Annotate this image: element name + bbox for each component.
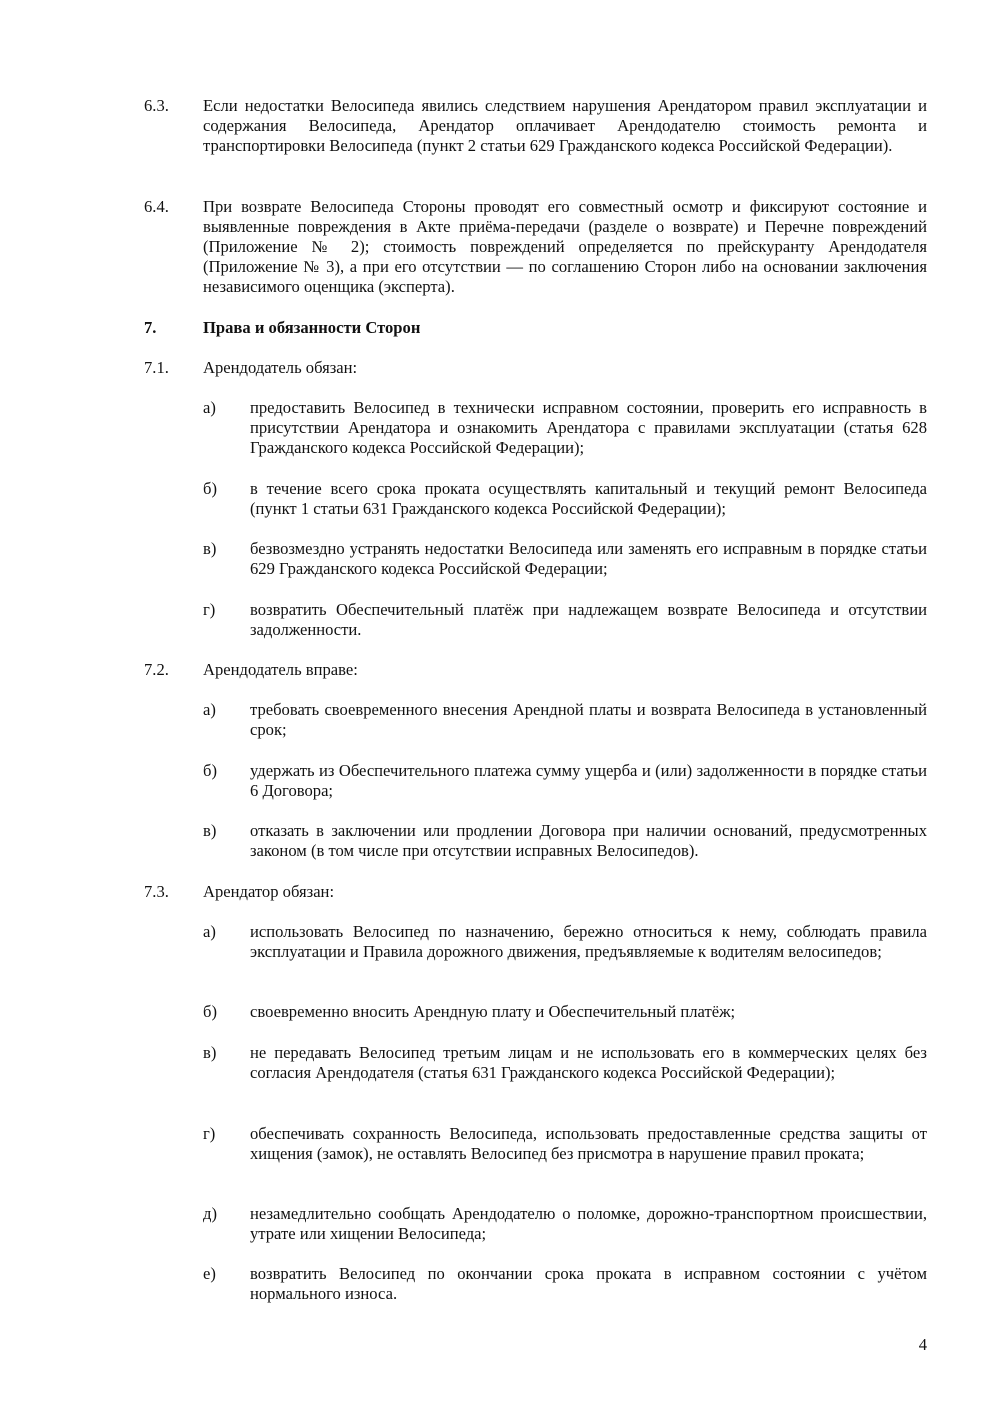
list-item (203, 539, 927, 579)
list-item-letter: г) (203, 1124, 216, 1143)
clause-text: При возврате Велосипеда Стороны проводят его совместный осмотр и фиксируют состояние и выявленные повреждения в Акте приёма-передачи (разделе о возврате) и Перечне повреждений (Приложение № 2); стоимость повреждений определяется по прейскуранту Арендодателя (Приложение № 3), а при его отсутствии — по соглашению Сторон либо на основании заключения независимого оценщика (эксперта). (203, 197, 927, 296)
clause-7-1 (144, 358, 927, 378)
list-item-letter: г) (203, 600, 216, 619)
list-item-text: отказать в заключении или продлении Договора при наличии оснований, предусмотренных законом (в том числе при отсутствии исправных Велосипедов). (250, 821, 927, 860)
section-number: 7. (144, 318, 157, 337)
list-item-letter: а) (203, 700, 216, 719)
list-item (203, 1124, 927, 1164)
list-item-letter: б) (203, 761, 217, 780)
clause-text: Арендодатель обязан: (203, 358, 358, 377)
list-item (203, 1204, 927, 1244)
clause-text: Если недостатки Велосипеда явились следствием нарушения Арендатором правил эксплуатации и содержания Велосипеда, Арендатор оплачивает Арендодателю стоимость ремонта и транспортировки Велосипеда (пункт 2 статьи 629 Гражданского кодекса Российской Федерации). (203, 96, 927, 155)
list-item-text: предоставить Велосипед в технически исправном состоянии, проверить его исправность в присутствии Арендатора и ознакомить Арендатора с правилами эксплуатации (статья 628 Гражданского кодекса Российской Федерации); (250, 398, 927, 457)
list-item-text: безвозмездно устранять недостатки Велосипеда или заменять его исправным в порядке статьи 629 Гражданского кодекса Российской Федерации; (250, 539, 927, 578)
list-item-text: возвратить Обеспечительный платёж при надлежащем возврате Велосипеда и отсутствии задолженности. (250, 600, 927, 639)
list-item-letter: а) (203, 398, 216, 417)
list-item (203, 1043, 927, 1083)
list-item-letter: в) (203, 1043, 217, 1062)
clause-number: 6.4. (144, 197, 169, 216)
list-item-text: удержать из Обеспечительного платежа сумму ущерба и (или) задолженности в порядке статьи 6 Договора; (250, 761, 927, 800)
list-item-letter: а) (203, 922, 216, 941)
list-item (203, 398, 927, 458)
list-item-text: своевременно вносить Арендную плату и Обеспечительный платёж; (250, 1002, 736, 1021)
clause-7-2 (144, 660, 927, 680)
list-item-letter: е) (203, 1264, 216, 1283)
list-item-letter: б) (203, 1002, 217, 1021)
clause-6-4 (144, 197, 927, 297)
list-item-text: возвратить Велосипед по окончании срока проката в исправном состоянии с учётом нормального износа. (250, 1264, 927, 1303)
list-item (203, 700, 927, 740)
clause-number: 6.3. (144, 96, 169, 115)
list-item-text: использовать Велосипед по назначению, бережно относиться к нему, соблюдать правила эксплуатации и Правила дорожного движения, предъявляемые к водителям велосипедов; (250, 922, 927, 961)
list-item-text: незамедлительно сообщать Арендодателю о поломке, дорожно-транспортном происшествии, утрате или хищении Велосипеда; (250, 1204, 927, 1243)
list-item-letter: в) (203, 821, 217, 840)
list-item (203, 600, 927, 640)
clause-number: 7.3. (144, 882, 169, 901)
list-item (203, 479, 927, 519)
list-item (203, 922, 927, 962)
list-item-letter: в) (203, 539, 217, 558)
section-title: Права и обязанности Сторон (203, 318, 421, 337)
list-item-letter: д) (203, 1204, 217, 1223)
clause-text: Арендатор обязан: (203, 882, 335, 901)
list-item-text: в течение всего срока проката осуществлять капитальный и текущий ремонт Велосипеда (пункт 1 статьи 631 Гражданского кодекса Российской Федерации); (250, 479, 927, 518)
page-number: 4 (918, 1335, 927, 1354)
clause-number: 7.2. (144, 660, 169, 679)
list-item-text: не передавать Велосипед третьим лицам и не использовать его в коммерческих целях без согласия Арендодателя (статья 631 Гражданского кодекса Российской Федерации); (250, 1043, 927, 1082)
clause-number: 7.1. (144, 358, 169, 377)
list-item (203, 761, 927, 801)
list-item (203, 1002, 927, 1022)
list-item-letter: б) (203, 479, 217, 498)
section-heading-7 (144, 318, 927, 338)
clause-7-3 (144, 882, 927, 902)
clause-6-3 (144, 96, 927, 156)
list-item-text: требовать своевременного внесения Арендной платы и возврата Велосипеда в установленный срок; (250, 700, 927, 739)
list-item-text: обеспечивать сохранность Велосипеда, использовать предоставленные средства защиты от хищения (замок), не оставлять Велосипед без присмотра в нарушение правил проката; (250, 1124, 927, 1163)
clause-text: Арендодатель вправе: (203, 660, 358, 679)
list-item (203, 1264, 927, 1304)
list-item (203, 821, 927, 861)
